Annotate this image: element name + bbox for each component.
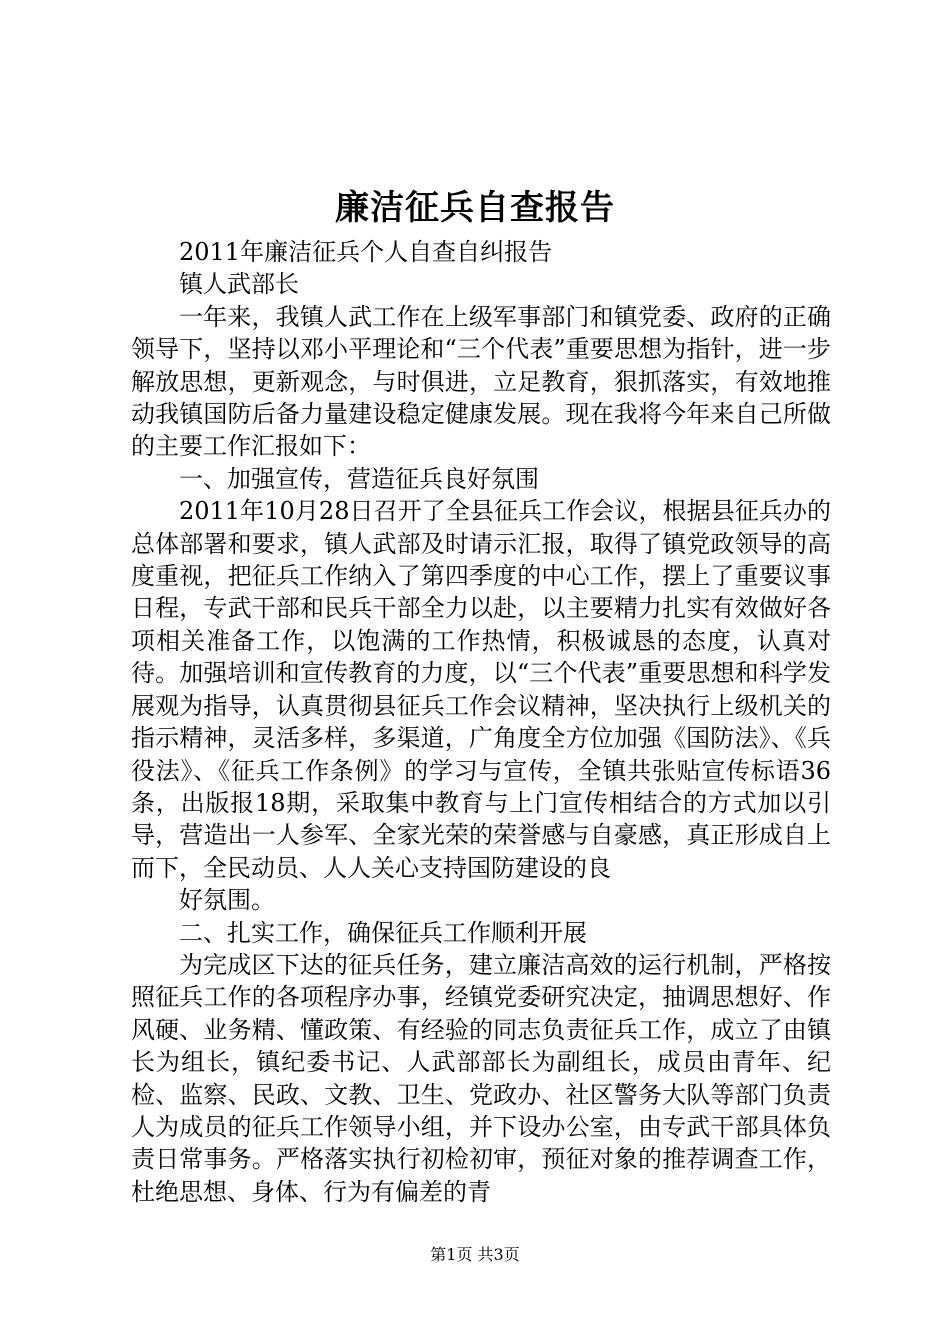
- document-body: [131, 236, 831, 1208]
- section-heading-1: 一、加强宣传，营造征兵良好氛围: [179, 464, 539, 493]
- report-subtitle: 2011年廉洁征兵个人自查自纠报告: [179, 238, 553, 266]
- paragraph-section-2: 为完成区下达的征兵任务，建立廉洁高效的运行机制，严格按照征兵工作的各项程序办事，经镇党委研究决定，抽调思想好、作风硬、业务精、懂政策、有经验的同志负责征兵工作，成立了由镇长为组长，镇纪委书记、人武部部长为副组长，成员由青年、纪检、监察、民政、文教、卫生、党政办、社区警务大队等部门负责人为成员的征兵工作领导小组，并下设办公室，由专武干部具体负责日常事务。严格落实执行初检初审，预征对象的推荐调查工作，杜绝思想、身体、行为有偏差的青: [131, 950, 831, 1206]
- section-heading-2: 二、扎实工作，确保征兵工作顺利开展: [179, 918, 587, 947]
- page-footer: 第1页 共3页: [430, 1245, 520, 1264]
- author-line: 镇人武部长: [179, 270, 299, 299]
- paragraph-continuation: 好氛围。: [179, 886, 275, 915]
- paragraph-section-1: 2011年10月28日召开了全县征兵工作会议，根据县征兵办的总体部署和要求，镇人武部及时请示汇报，取得了镇党政领导的高度重视，把征兵工作纳入了第四季度的中心工作，摆上了重要议事日程，专武干部和民兵干部全力以赴，以主要精力扎实有效做好各项相关准备工作，以饱满的工作热情，积极诚恳的态度，认真对待。加强培训和宣传教育的力度，以“三个代表”重要思想和科学发展观为指导，认真贯彻县征兵工作会议精神，坚决执行上级机关的指示精神，灵活多样，多渠道，广角度全方位加强《国防法》、《兵役法》、《征兵工作条例》的学习与宣传，全镇共张贴宣传标语36条，出版报18期，采取集中教育与上门宣传相结合的方式加以引导，营造出一人参军、全家光荣的荣誉感与自豪感，真正形成自上而下，全民动员、人人关心支持国防建设的良: [131, 497, 831, 882]
- document-title: 廉洁征兵自查报告: [335, 188, 615, 228]
- paragraph-intro: 一年来，我镇人武工作在上级军事部门和镇党委、政府的正确领导下，坚持以邓小平理论和“三个代表”重要思想为指针，进一步解放思想，更新观念，与时俱进，立足教育，狠抓落实，有效地推动我镇国防后备力量建设稳定健康发展。现在我将今年来自己所做的主要工作汇报如下：: [131, 302, 831, 461]
